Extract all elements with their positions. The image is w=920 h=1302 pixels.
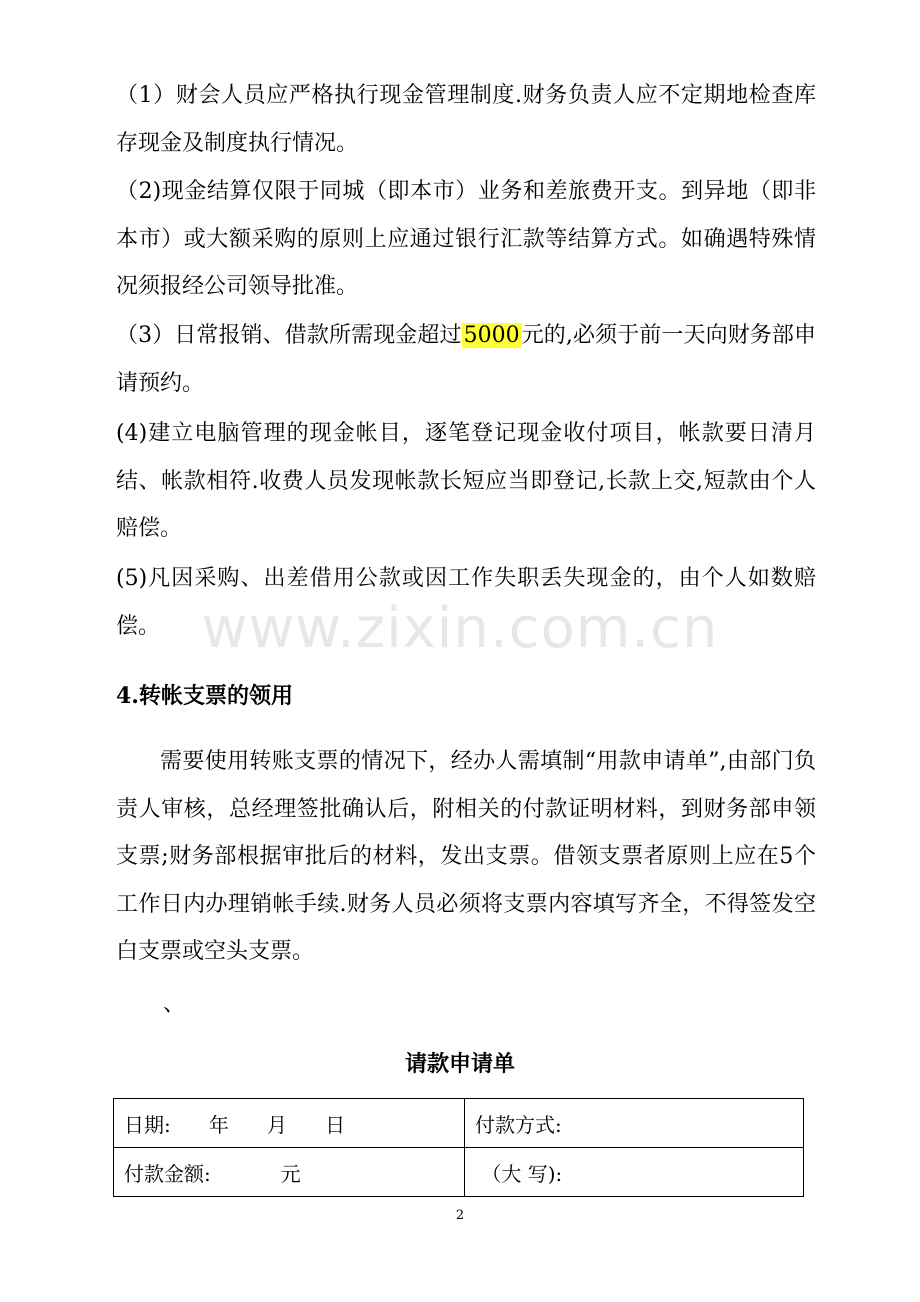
paragraph-5: (5)凡因采购、出差借用公款或因工作失职丢失现金的，由个人如数赔偿。 (116, 566, 816, 639)
section-body: 需要使用转账支票的情况下，经办人需填制“用款申请单”,由部门负责人审核，总经理签批确认后，附相关的付款证明材料，到财务部申领支票;财务部根据审批后的材料，发出支票。借领支票者原则上应在5个工作日内办理销帐手续.财务人员必须将支票内容填写齐全，不得签发空白支票或空头支票。 (116, 749, 816, 964)
punctuation-mark: 、 (163, 992, 186, 1017)
payment-method-cell: 付款方式: (465, 1099, 804, 1148)
amount-cell: 付款金额: 元 (114, 1148, 465, 1197)
highlighted-amount: 5000 (463, 323, 520, 348)
paragraph-2: （2)现金结算仅限于同城（即本市）业务和差旅费开支。到异地（即非本市）或大额采购的原则上应通过银行汇款等结算方式。如确遇特殊情况须报经公司领导批准。 (116, 179, 816, 299)
paragraph-3-text-after: 元的,必须于前一天向财务部申请预约。 (116, 323, 817, 396)
paragraph-3-text-before: （3）日常报销、借款所需现金超过 (116, 323, 462, 348)
watermark: www.zixin.com.cn (201, 596, 719, 661)
form-title: 请款申请单 (404, 1051, 515, 1077)
amount-uppercase-cell: （大 写): (465, 1148, 804, 1197)
form-row-date (114, 1099, 804, 1148)
payment-request-form (113, 1098, 804, 1197)
paragraph-3 (116, 312, 816, 407)
form-row-amount (114, 1148, 804, 1197)
date-cell: 日期: 年 月 日 (114, 1099, 465, 1148)
page-number: 2 (455, 1208, 465, 1223)
paragraph-1: （1）财会人员应严格执行现金管理制度.财务负责人应不定期地检查库存现金及制度执行情况。 (116, 83, 816, 156)
section-heading: 4.转帐支票的领用 (116, 683, 293, 709)
paragraph-4: (4)建立电脑管理的现金帐目，逐笔登记现金收付项目，帐款要日清月结、帐款相符.收费人员发现帐款长短应当即登记,长款上交,短款由个人赔偿。 (116, 421, 816, 541)
